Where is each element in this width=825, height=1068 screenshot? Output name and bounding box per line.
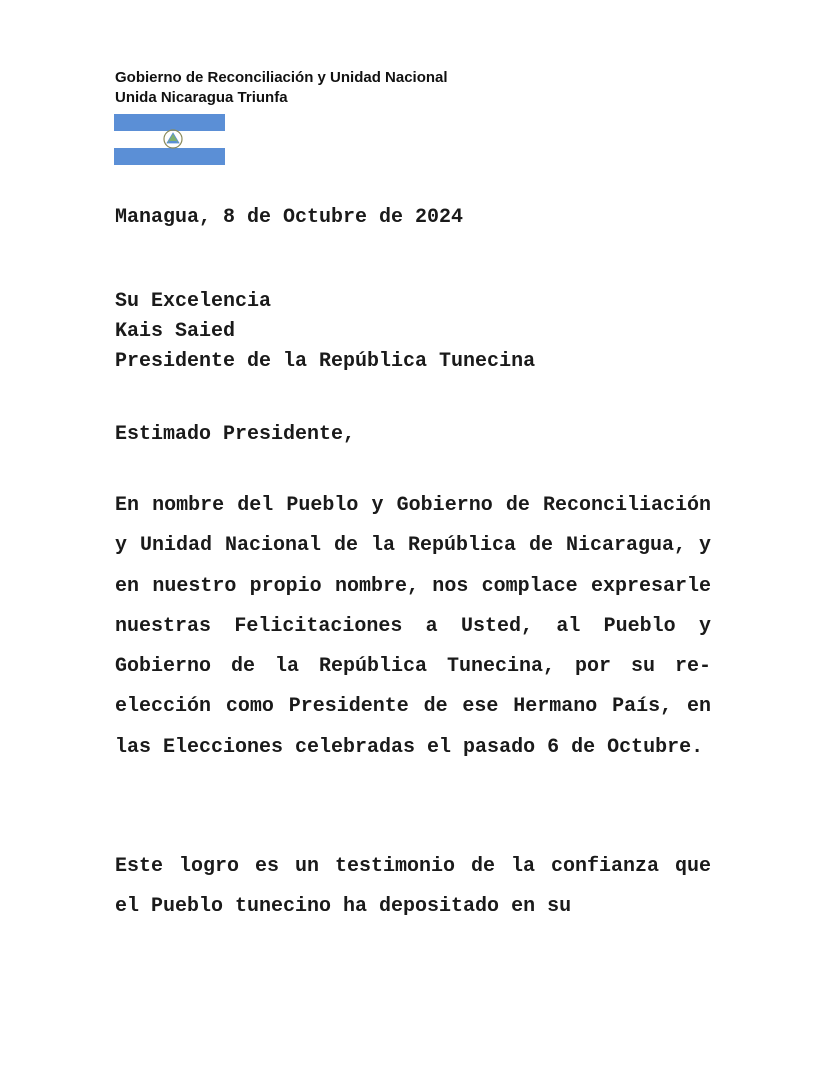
recipient-title: Su Excelencia (115, 290, 272, 313)
letterhead-government-name: Gobierno de Reconciliación y Unidad Nacional (115, 69, 448, 86)
coat-of-arms-icon (162, 128, 184, 150)
nicaragua-flag-icon (114, 114, 225, 165)
letter-greeting: Estimado Presidente, (115, 423, 356, 446)
letter-date: Managua, 8 de Octubre de 2024 (115, 206, 464, 229)
body-paragraph-1: En nombre del Pueblo y Gobierno de Reconciliación y Unidad Nacional de la República de Nicaragua, y en nuestro propio nombre, nos complace expresarle nuestras Felicitaciones a Usted, al Pueblo y Gobierno de la República Tunecina, por su re-elección como Presidente de ese Hermano País, en las Elecciones celebradas el pasado 6 de Octubre. (115, 494, 711, 759)
body-paragraph-2: Este logro es un testimonio de la confianza que el Pueblo tunecino ha depositado en su (115, 855, 711, 919)
letterhead (115, 68, 448, 108)
recipient-position: Presidente de la República Tunecina (115, 350, 536, 373)
recipient-block (115, 287, 711, 377)
flag-bottom-band (114, 148, 225, 165)
recipient-name: Kais Saied (115, 320, 236, 343)
letterhead-slogan: Unida Nicaragua Triunfa (115, 89, 288, 106)
flag-middle-band (114, 131, 225, 148)
